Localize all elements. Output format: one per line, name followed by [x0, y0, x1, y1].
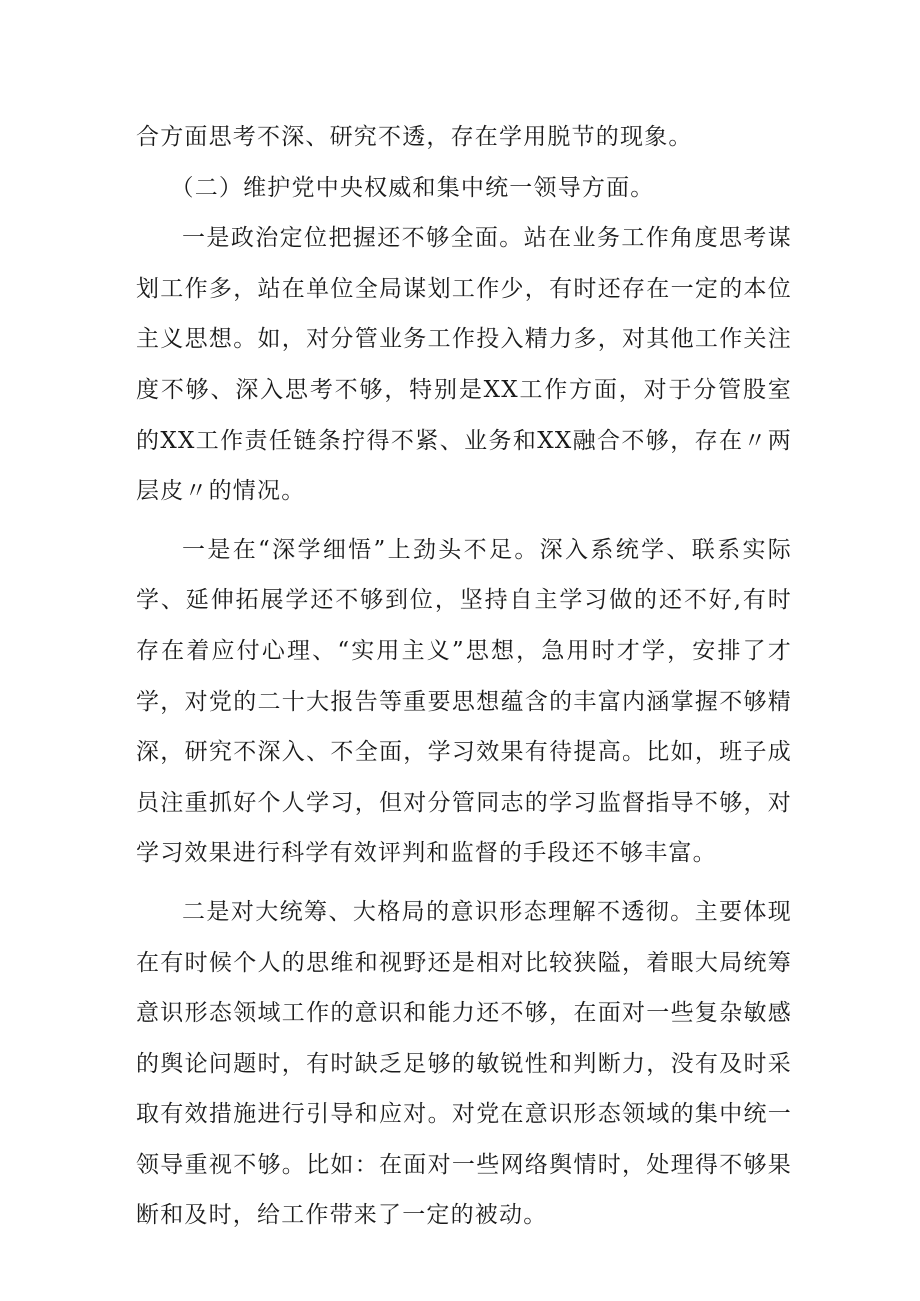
paragraph-political-positioning: 一是政治定位把握还不够全面。站在业务工作角度思考谋划工作多，站在单位全局谋划工作少，有时还存在一定的本位主义思想。如，对分管业务工作投入精力多，对其他工作关注度不够、深入思考不够，特别是XX工作方面，对于分管股室的XX工作责任链条拧得不紧、业务和XX融合不够，存在〃两层皮〃的情况。: [136, 225, 792, 505]
document-body: [136, 112, 792, 1241]
paragraph-ideology: 二是对大统筹、大格局的意识形态理解不透彻。主要体现在有时候个人的思维和视野还是相对比较狭隘，着眼大局统筹意识形态领域工作的意识和能力还不够，在面对一些复杂敏感的舆论问题时，有时缺乏足够的敏锐性和判断力，没有及时采取有效措施进行引导和应对。对党在意识形态领域的集中统一领导重视不够。比如：在面对一些网络舆情时，处理得不够果断和及时，给工作带来了一定的被动。: [136, 898, 792, 1229]
paragraph-gap: [136, 879, 792, 887]
paragraph-continuation: 合方面思考不深、研究不透，存在学用脱节的现象。: [136, 124, 693, 150]
paragraph-deep-study: 一是在“深学细悟”上劲头不足。深入系统学、联系实际学、延伸拓展学还不够到位，坚持自主学习做的还不好,有时存在着应付心理、“实用主义”思想，急用时才学，安排了才学，对党的二十大报告等重要思想蕴含的丰富内涵掌握不够精深，研究不深入、不全面，学习效果有待提高。比如，班子成员注重抓好个人学习，但对分管同志的学习监督指导不够，对学习效果进行科学有效评判和监督的手段还不够丰富。: [136, 536, 792, 867]
paragraph-gap: [136, 517, 792, 525]
section-heading: （二）维护党中央权威和集中统一领导方面。: [170, 174, 655, 201]
